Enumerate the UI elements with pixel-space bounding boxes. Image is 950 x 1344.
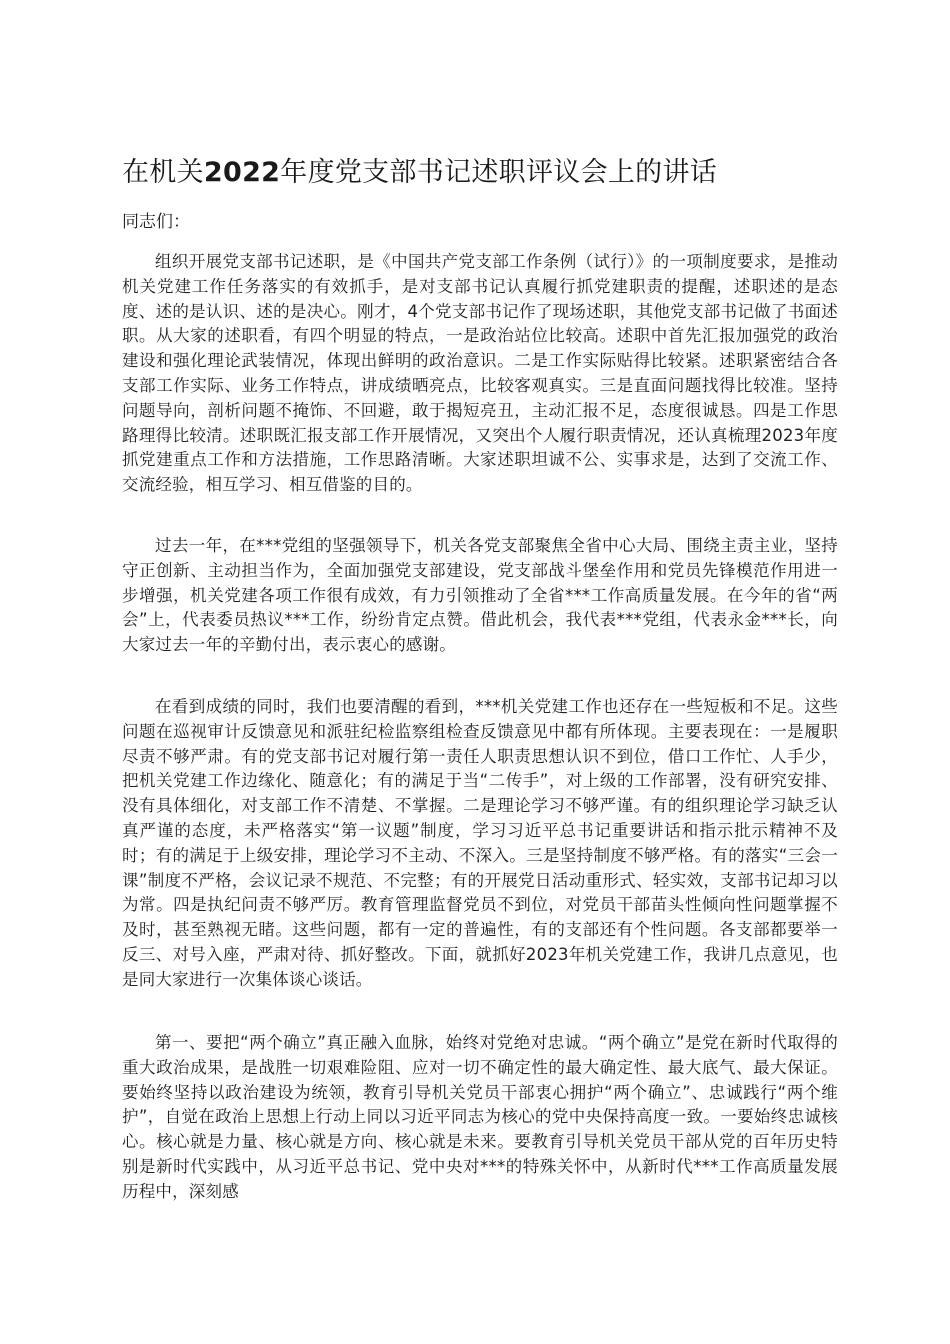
paragraph: 在看到成绩的同时，我们也要清醒的看到，***机关党建工作也还存在一些短板和不足。这些问题在巡视审计反馈意见和派驻纪检监察组检查反馈意见中都有所体现。主要表现在：一是履职尽责不够严肃。有的党支部书记对履行第一责任人职责思想认识不到位，借口工作忙、人手少，把机关党建工作边缘化、随意化；有的满足于当“二传手”，对上级的工作部署，没有研究安排、没有具体细化，对支部工作不清楚、不掌握。二是理论学习不够严谨。有的组织理论学习缺乏认真严谨的态度，未严格落实“第一议题”制度，学习习近平总书记重要讲话和指示批示精神不及时；有的满足于上级安排，理论学习不主动、不深入。三是坚持制度不够严格。有的落实“三会一课”制度不严格，会议记录不规范、不完整；有的开展党日活动重形式、轻实效，支部书记却习以为常。四是执纪问责不够严厉。教育管理监督党员不到位，对党员干部苗头性倾向性问题掌握不及时，甚至熟视无睹。这些问题，都有一定的普遍性，有的支部还有个性问题。各支部都要举一反三、对号入座，严肃对待、抓好整改。下面，就抓好2023年机关党建工作，我讲几点意见，也是同大家进行一次集体谈心谈话。 — [122, 697, 838, 989]
title-year: 2022 — [203, 157, 281, 188]
paragraph: 过去一年，在***党组的坚强领导下，机关各党支部聚焦全省中心大局、围绕主责主业，坚持守正创新、主动担当作为，全面加强党支部建设，党支部战斗堡垒作用和党员先锋模范作用进一步增强，机关党建各项工作很有成效，有力引领推动了全省***工作高质量发展。在今年的省“两会”上，代表委员热议***工作，纷纷肯定点赞。借此机会，我代表***党组，代表永金***长，向大家过去一年的辛勤付出，表示衷心的感谢。 — [122, 536, 838, 655]
salutation: 同志们： — [122, 212, 190, 232]
document-title — [122, 153, 842, 193]
paragraph: 组织开展党支部书记述职，是《中国共产党支部工作条例（试行）》的一项制度要求，是推动机关党建工作任务落实的有效抓手，是对支部书记认真履行抓党建职责的提醒，述职述的是态度、述的是认识、述的是决心。刚才，4个党支部书记作了现场述职，其他党支部书记做了书面述职。从大家的述职看，有四个明显的特点，一是政治站位比较高。述职中首先汇报加强党的政治建设和强化理论武装情况，体现出鲜明的政治意识。二是工作实际贴得比较紧。述职紧密结合各支部工作实际、业务工作特点，讲成绩晒亮点，比较客观真实。三是直面问题找得比较准。坚持问题导向，剖析问题不掩饰、不回避，敢于揭短亮丑，主动汇报不足，态度很诚恳。四是工作思路理得比较清。述职既汇报支部工作开展情况，又突出个人履行职责情况，还认真梳理2023年度抓党建重点工作和方法措施，工作思路清晰。大家述职坦诚不公、实事求是，达到了交流工作、交流经验，相互学习、相互借鉴的目的。 — [122, 252, 838, 495]
title-suffix: 年度党支部书记述职评议会上的讲话 — [280, 157, 718, 188]
paragraph: 第一、要把“两个确立”真正融入血脉，始终对党绝对忠诚。“两个确立”是党在新时代取得的重大政治成果，是战胜一切艰难险阻、应对一切不确定性的最大确定性、最大底气、最大保证。要始终坚持以政治建设为统领，教育引导机关党员干部衷心拥护“两个确立”、忠诚践行“两个维护”，自觉在政治上思想上行动上同以习近平同志为核心的党中央保持高度一致。一要始终忠诚核心。核心就是力量、核心就是方向、核心就是未来。要教育引导机关党员干部从党的百年历史特别是新时代实践中，从习近平总书记、党中央对***的特殊关怀中，从新时代***工作高质量发展历程中，深刻感 — [122, 1033, 838, 1201]
title-prefix: 在机关 — [122, 157, 204, 188]
